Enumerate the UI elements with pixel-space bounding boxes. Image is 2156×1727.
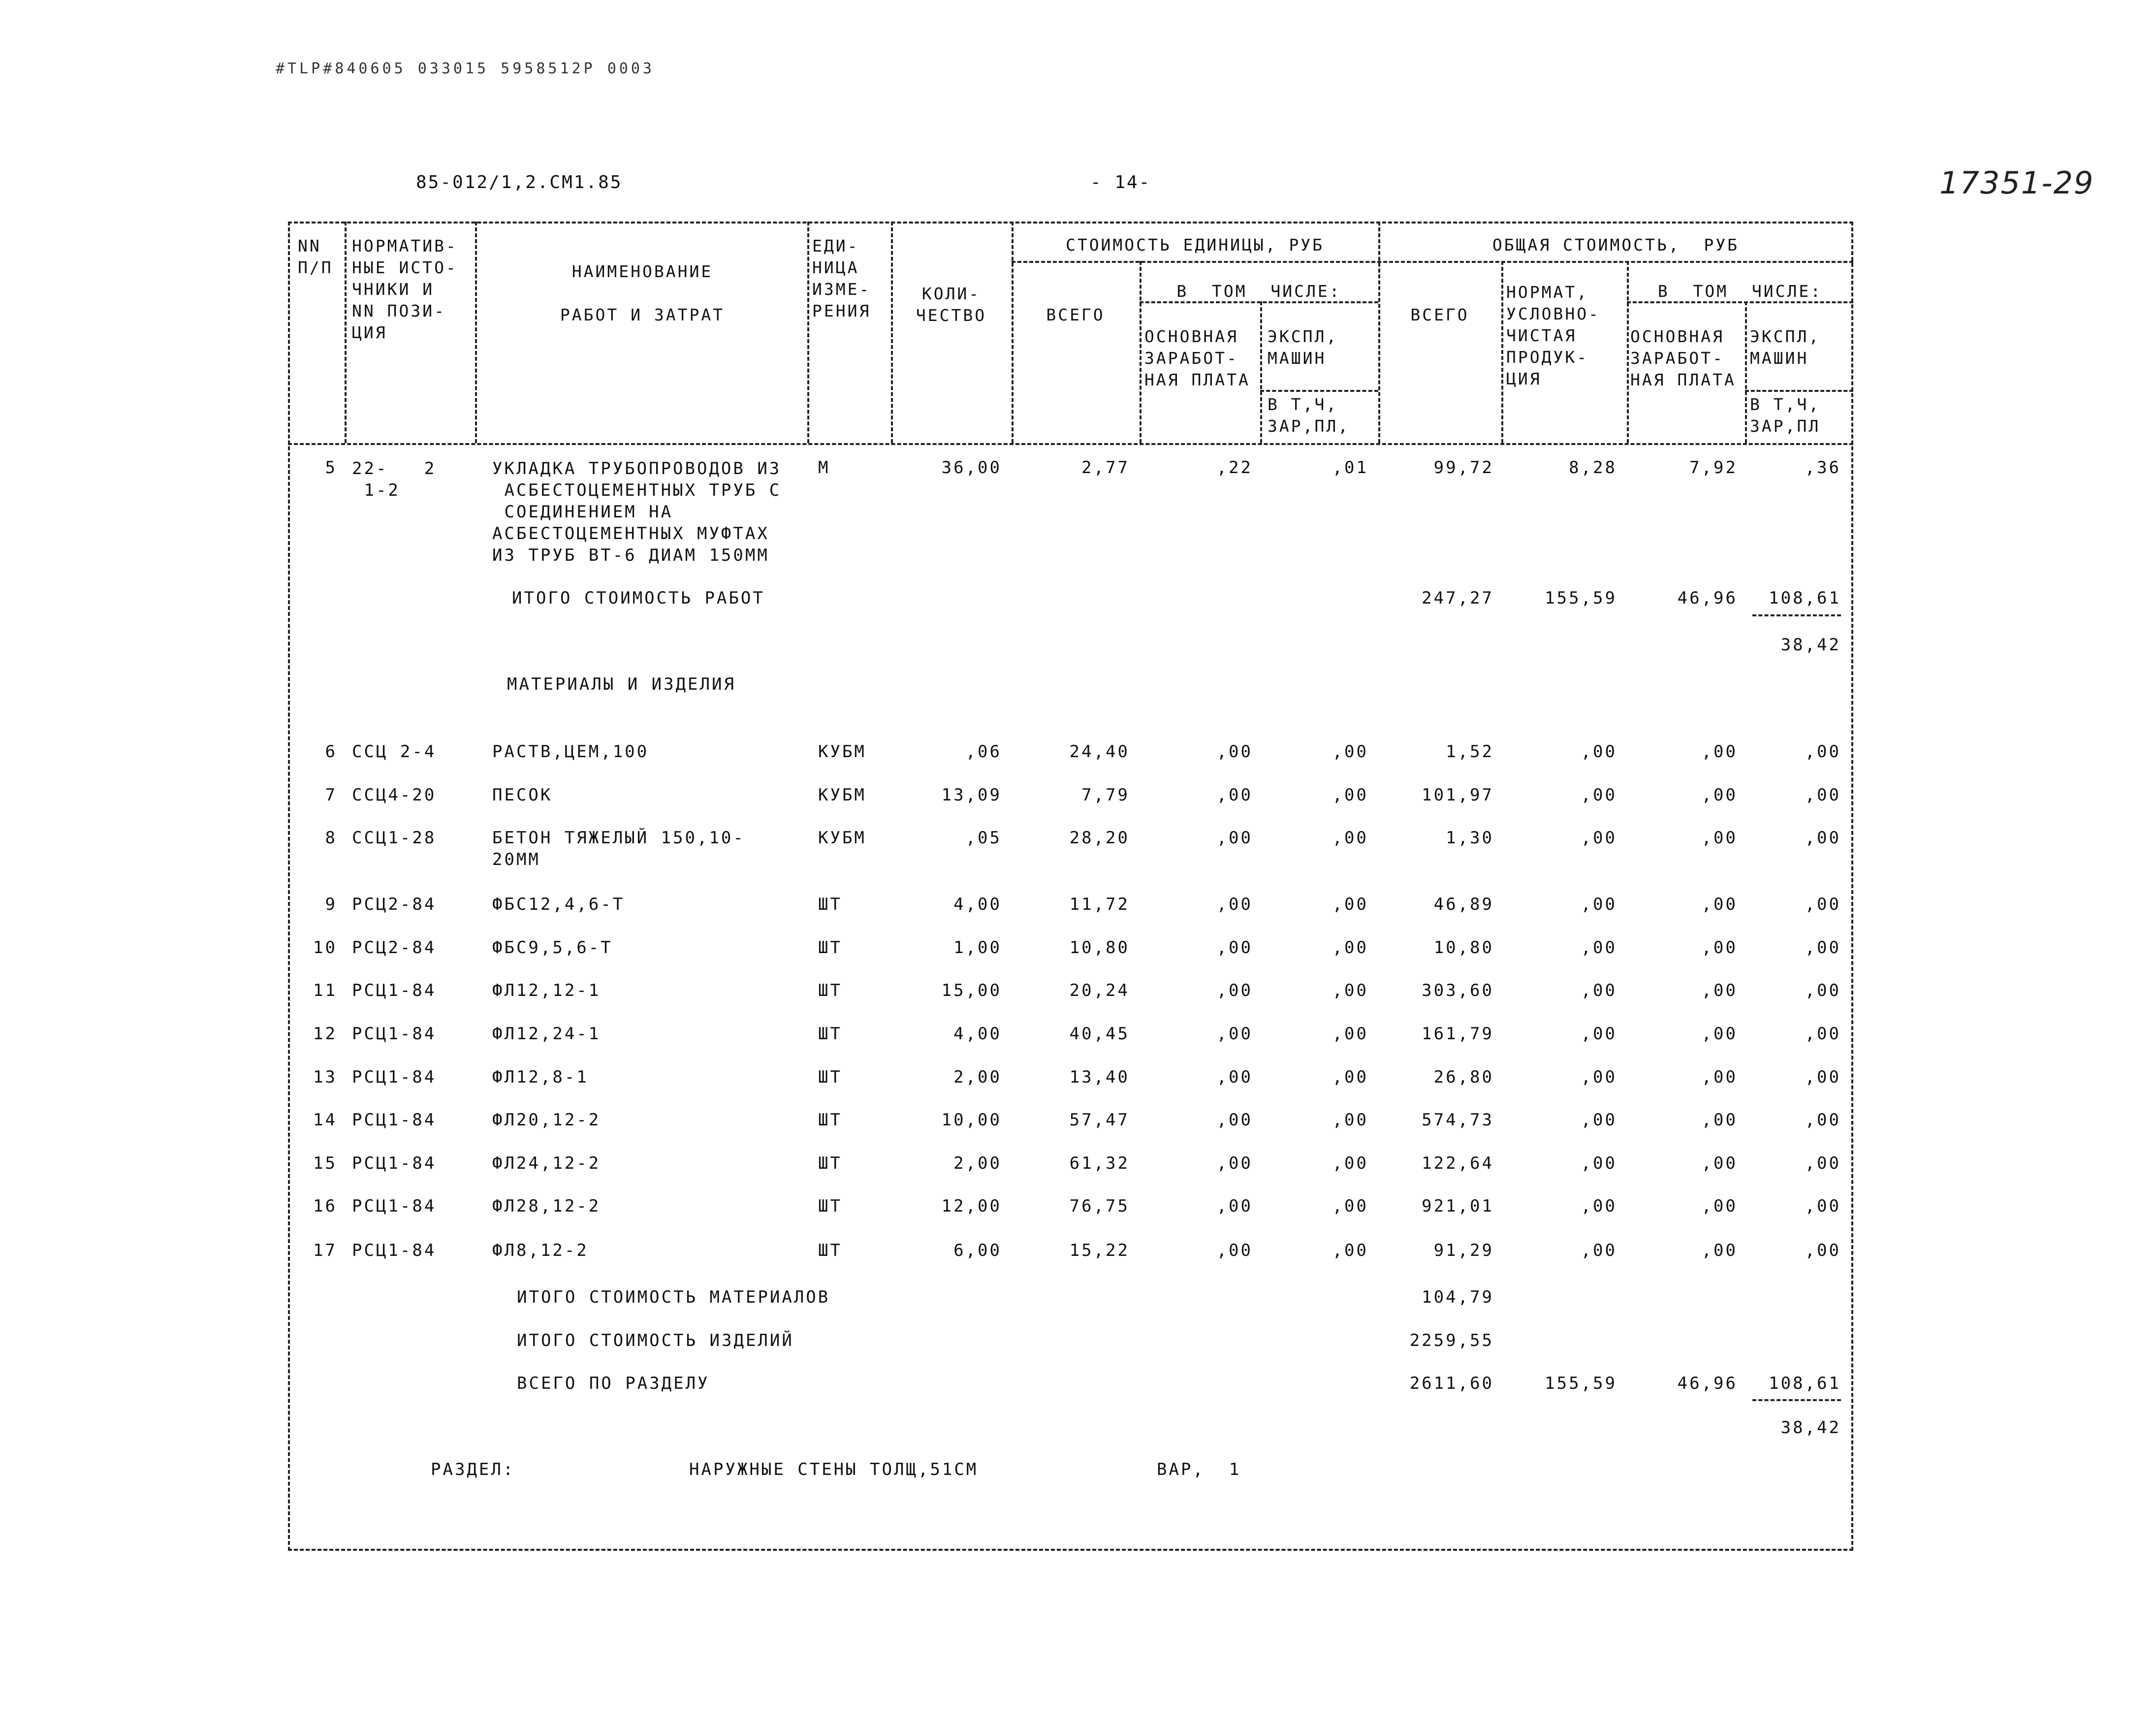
cell-unit-total: 7,79 bbox=[1081, 785, 1130, 805]
cell-name: БЕТОН ТЯЖЕЛЫЙ 150,10- 20ММ bbox=[492, 828, 745, 869]
cell-unit-mach: ,01 bbox=[1332, 458, 1368, 478]
unit-incl-divider bbox=[1140, 301, 1378, 303]
page-number: - 14- bbox=[1090, 172, 1151, 192]
cell-norm: ССЦ1-28 bbox=[352, 828, 437, 848]
cell-unit-total: 11,72 bbox=[1069, 895, 1130, 914]
cell-unit-total: 10,80 bbox=[1069, 938, 1130, 958]
cell-unit: ШТ bbox=[818, 1196, 842, 1216]
group-divider bbox=[1012, 261, 1853, 263]
cell-nn: 17 bbox=[313, 1241, 337, 1260]
handwritten-reference: 17351-29 bbox=[1939, 165, 2094, 201]
col-header-total-norm: НОРМАТ, УСЛОВНО- ЧИСТАЯ ПРОДУК- ЦИЯ bbox=[1506, 283, 1600, 388]
cell-total-wage: 7,92 bbox=[1689, 458, 1738, 478]
cell-total-wage: ,00 bbox=[1701, 1196, 1738, 1216]
cell-unit-mach: ,00 bbox=[1332, 1196, 1368, 1216]
cell-nn: 16 bbox=[313, 1196, 337, 1216]
cell-unit: ШТ bbox=[818, 1241, 842, 1260]
cell-qty: 2,00 bbox=[953, 1153, 1002, 1173]
cell-total-norm: 8,28 bbox=[1569, 458, 1617, 478]
cell-qty: 4,00 bbox=[953, 895, 1002, 914]
cell-unit: ШТ bbox=[818, 1067, 842, 1087]
cell-total-all: 303,60 bbox=[1422, 981, 1494, 1000]
col-header-unit-incl: В ТОМ ЧИСЛЕ: bbox=[1176, 282, 1341, 301]
cell-nn: 5 bbox=[325, 458, 337, 478]
cell-unit: ШТ bbox=[818, 895, 842, 914]
document-code: #TLP#840605 033015 5958512P 0003 bbox=[276, 60, 655, 77]
cell-unit: КУБМ bbox=[818, 785, 866, 805]
cell-nn: 10 bbox=[313, 938, 337, 958]
cell-unit: ШТ bbox=[818, 938, 842, 958]
cell-total-norm: ,00 bbox=[1581, 895, 1617, 914]
cell-nn: 14 bbox=[313, 1110, 337, 1130]
cell-unit-wage: ,00 bbox=[1216, 1241, 1253, 1260]
cell-total-wage: ,00 bbox=[1701, 742, 1738, 762]
cell-total-norm: ,00 bbox=[1581, 981, 1617, 1000]
col-rule bbox=[1501, 261, 1503, 443]
cell-total-wage: ,00 bbox=[1701, 1067, 1738, 1087]
cell-unit-mach: ,00 bbox=[1332, 1110, 1368, 1130]
cell-name: ФЛ12,8-1 bbox=[492, 1067, 589, 1087]
col-header-unit: ЕДИ- НИЦА ИЗМЕ- РЕНИЯ bbox=[812, 236, 871, 320]
col-header-unit-total: ВСЕГО bbox=[1046, 305, 1105, 324]
cell-norm: РСЦ1-84 bbox=[352, 981, 437, 1000]
cell-name: ФЛ24,12-2 bbox=[492, 1153, 601, 1173]
col-header-total-cost: ОБЩАЯ СТОИМОСТЬ, РУБ bbox=[1492, 235, 1740, 255]
cell-unit-wage: ,00 bbox=[1216, 981, 1253, 1000]
total-incl-divider bbox=[1627, 301, 1853, 303]
cell-name: ФБС12,4,6-Т bbox=[492, 895, 625, 914]
cell-qty: 4,00 bbox=[953, 1024, 1002, 1044]
cell-norm: РСЦ2-84 bbox=[352, 938, 437, 958]
cell-nn: 11 bbox=[313, 981, 337, 1000]
subtotal-rule bbox=[1752, 614, 1841, 616]
work-total-mach: 108,61 bbox=[1769, 588, 1841, 608]
cell-unit-wage: ,00 bbox=[1216, 1196, 1253, 1216]
cell-qty: 1,00 bbox=[953, 938, 1002, 958]
cell-nn: 12 bbox=[313, 1024, 337, 1044]
cell-total-mach: ,00 bbox=[1805, 785, 1841, 805]
cell-norm: РСЦ1-84 bbox=[352, 1241, 437, 1260]
cell-unit-mach: ,00 bbox=[1332, 895, 1368, 914]
cell-unit-total: 13,40 bbox=[1069, 1067, 1130, 1087]
cell-unit-mach: ,00 bbox=[1332, 785, 1368, 805]
cell-total-all: 91,29 bbox=[1433, 1241, 1494, 1260]
cell-total-norm: ,00 bbox=[1581, 1024, 1617, 1044]
col-rule bbox=[891, 222, 893, 443]
cell-total-norm: ,00 bbox=[1581, 1153, 1617, 1173]
cell-total-wage: ,00 bbox=[1701, 981, 1738, 1000]
cell-qty: 10,00 bbox=[941, 1110, 1002, 1130]
section-total-norm: 155,59 bbox=[1545, 1374, 1617, 1393]
cell-total-mach: ,00 bbox=[1805, 981, 1841, 1000]
cell-nn: 8 bbox=[325, 828, 337, 848]
cell-unit-mach: ,00 bbox=[1332, 828, 1368, 848]
items-total-value: 2259,55 bbox=[1409, 1331, 1494, 1350]
col-rule bbox=[475, 222, 477, 443]
work-total-norm: 155,59 bbox=[1545, 588, 1617, 608]
cell-total-all: 46,89 bbox=[1433, 895, 1494, 914]
cell-unit-wage: ,00 bbox=[1216, 742, 1253, 762]
cell-qty: 12,00 bbox=[941, 1196, 1002, 1216]
cell-total-mach: ,00 bbox=[1805, 1153, 1841, 1173]
cell-total-norm: ,00 bbox=[1581, 1196, 1617, 1216]
col-rule bbox=[1745, 301, 1747, 443]
cell-total-all: 574,73 bbox=[1422, 1110, 1494, 1130]
cell-qty: 2,00 bbox=[953, 1067, 1002, 1087]
cell-unit-wage: ,00 bbox=[1216, 938, 1253, 958]
cell-total-mach: ,36 bbox=[1805, 458, 1841, 478]
cell-unit-total: 61,32 bbox=[1069, 1153, 1130, 1173]
cell-total-wage: ,00 bbox=[1701, 1241, 1738, 1260]
cell-total-mach: ,00 bbox=[1805, 1241, 1841, 1260]
cell-name: ФЛ8,12-2 bbox=[492, 1241, 589, 1260]
cell-unit-mach: ,00 bbox=[1332, 1153, 1368, 1173]
cell-total-all: 161,79 bbox=[1422, 1024, 1494, 1044]
work-total-mach-sub: 38,42 bbox=[1780, 635, 1841, 655]
cell-norm: РСЦ2-84 bbox=[352, 895, 437, 914]
cell-total-mach: ,00 bbox=[1805, 828, 1841, 848]
cell-total-norm: ,00 bbox=[1581, 742, 1617, 762]
col-header-qty: КОЛИ- ЧЕСТВО bbox=[916, 284, 987, 325]
section-total-mach: 108,61 bbox=[1769, 1374, 1841, 1393]
col-rule bbox=[1378, 222, 1380, 443]
unit-mach-divider bbox=[1260, 390, 1378, 392]
cell-norm: РСЦ1-84 bbox=[352, 1196, 437, 1216]
col-header-unit-mach-sub: В Т,Ч, ЗАР,ПЛ, bbox=[1268, 395, 1350, 436]
total-mach-divider bbox=[1745, 390, 1853, 392]
cell-total-wage: ,00 bbox=[1701, 1153, 1738, 1173]
cell-nn: 9 bbox=[325, 895, 337, 914]
subtotal-rule bbox=[1752, 1399, 1841, 1401]
cell-total-wage: ,00 bbox=[1701, 938, 1738, 958]
cell-unit: ШТ bbox=[818, 1024, 842, 1044]
materials-heading: МАТЕРИАЛЫ И ИЗДЕЛИЯ bbox=[507, 674, 736, 694]
col-header-total-wage: ОСНОВНАЯ ЗАРАБОТ- НАЯ ПЛАТА bbox=[1630, 327, 1736, 389]
work-total-all: 247,27 bbox=[1422, 588, 1494, 608]
cell-total-mach: ,00 bbox=[1805, 1196, 1841, 1216]
cell-unit-wage: ,00 bbox=[1216, 1153, 1253, 1173]
cell-total-all: 26,80 bbox=[1433, 1067, 1494, 1087]
cell-name: РАСТВ,ЦЕМ,100 bbox=[492, 742, 649, 762]
cell-total-norm: ,00 bbox=[1581, 828, 1617, 848]
cell-total-wage: ,00 bbox=[1701, 828, 1738, 848]
cell-unit-wage: ,00 bbox=[1216, 828, 1253, 848]
cell-total-norm: ,00 bbox=[1581, 938, 1617, 958]
cell-unit-total: 15,22 bbox=[1069, 1241, 1130, 1260]
col-header-total-all: ВСЕГО bbox=[1410, 305, 1469, 324]
cell-unit-mach: ,00 bbox=[1332, 1067, 1368, 1087]
cell-nn: 6 bbox=[325, 742, 337, 762]
col-header-total-incl: В ТОМ ЧИСЛЕ: bbox=[1657, 282, 1823, 301]
cell-total-wage: ,00 bbox=[1701, 785, 1738, 805]
cell-unit-mach: ,00 bbox=[1332, 1024, 1368, 1044]
cell-total-norm: ,00 bbox=[1581, 1110, 1617, 1130]
cell-total-all: 1,30 bbox=[1446, 828, 1494, 848]
col-rule bbox=[1260, 301, 1262, 443]
cell-unit-total: 40,45 bbox=[1069, 1024, 1130, 1044]
cell-unit: ШТ bbox=[818, 1153, 842, 1173]
cell-qty: ,06 bbox=[965, 742, 1002, 762]
cell-nn: 7 bbox=[325, 785, 337, 805]
cell-name: ФЛ20,12-2 bbox=[492, 1110, 601, 1130]
col-header-total-mach: ЭКСПЛ, МАШИН bbox=[1750, 327, 1821, 368]
section-variant: ВАР, 1 bbox=[1157, 1460, 1241, 1479]
work-total-wage: 46,96 bbox=[1677, 588, 1738, 608]
cell-unit: КУБМ bbox=[818, 742, 866, 762]
cell-total-mach: ,00 bbox=[1805, 895, 1841, 914]
col-header-norm: НОРМАТИВ- НЫЕ ИСТО- ЧНИКИ И NN ПОЗИ- ЦИЯ bbox=[352, 236, 458, 342]
cell-unit-mach: ,00 bbox=[1332, 938, 1368, 958]
section-name: НАРУЖНЫЕ СТЕНЫ ТОЛЩ,51СМ bbox=[689, 1460, 979, 1479]
materials-total-label: ИТОГО СТОИМОСТЬ МАТЕРИАЛОВ bbox=[517, 1287, 830, 1307]
cell-qty: 36,00 bbox=[941, 458, 1002, 478]
section-total-mach-sub: 38,42 bbox=[1780, 1418, 1841, 1438]
cell-unit-total: 57,47 bbox=[1069, 1110, 1130, 1130]
materials-total-value: 104,79 bbox=[1422, 1287, 1494, 1307]
section-total-label: ВСЕГО ПО РАЗДЕЛУ bbox=[517, 1374, 710, 1393]
col-header-unit-wage: ОСНОВНАЯ ЗАРАБОТ- НАЯ ПЛАТА bbox=[1144, 327, 1250, 389]
cell-unit-mach: ,00 bbox=[1332, 981, 1368, 1000]
cell-unit-wage: ,00 bbox=[1216, 895, 1253, 914]
cell-total-all: 122,64 bbox=[1422, 1153, 1494, 1173]
cell-norm: 22- 2 1-2 bbox=[352, 459, 437, 500]
cell-total-wage: ,00 bbox=[1701, 895, 1738, 914]
estimate-table bbox=[288, 222, 1853, 1551]
cell-norm: РСЦ1-84 bbox=[352, 1024, 437, 1044]
cell-total-wage: ,00 bbox=[1701, 1110, 1738, 1130]
cell-unit-total: 20,24 bbox=[1069, 981, 1130, 1000]
cell-total-all: 99,72 bbox=[1433, 458, 1494, 478]
col-header-total-mach-sub: В Т,Ч, ЗАР,ПЛ bbox=[1750, 395, 1821, 436]
cell-norm: ССЦ4-20 bbox=[352, 785, 437, 805]
header-divider bbox=[288, 443, 1853, 445]
col-rule bbox=[807, 222, 809, 443]
cell-total-wage: ,00 bbox=[1701, 1024, 1738, 1044]
cell-unit-total: 2,77 bbox=[1081, 458, 1130, 478]
section-total-wage: 46,96 bbox=[1677, 1374, 1738, 1393]
cell-nn: 15 bbox=[313, 1153, 337, 1173]
items-total-label: ИТОГО СТОИМОСТЬ ИЗДЕЛИЙ bbox=[517, 1331, 794, 1350]
cell-unit-wage: ,22 bbox=[1216, 458, 1253, 478]
cell-name: УКЛАДКА ТРУБОПРОВОДОВ ИЗ АСБЕСТОЦЕМЕНТНЫХ ТРУБ С СОЕДИНЕНИЕМ НА АСБЕСТОЦЕМЕНТНЫХ МУФТАХ ИЗ ТРУБ ВТ-6 ДИАМ 150ММ bbox=[492, 459, 782, 565]
cell-total-mach: ,00 bbox=[1805, 1024, 1841, 1044]
cell-norm: ССЦ 2-4 bbox=[352, 742, 437, 762]
cell-total-all: 1,52 bbox=[1446, 742, 1494, 762]
col-header-unit-mach: ЭКСПЛ, МАШИН bbox=[1268, 327, 1338, 368]
cell-unit-total: 24,40 bbox=[1069, 742, 1130, 762]
col-rule bbox=[345, 222, 347, 443]
document-number: 85-012/1,2.CM1.85 bbox=[416, 172, 623, 192]
cell-total-mach: ,00 bbox=[1805, 742, 1841, 762]
cell-unit-wage: ,00 bbox=[1216, 785, 1253, 805]
cell-unit: ШТ bbox=[818, 1110, 842, 1130]
cell-qty: 6,00 bbox=[953, 1241, 1002, 1260]
cell-unit: ШТ bbox=[818, 981, 842, 1000]
cell-qty: 15,00 bbox=[941, 981, 1002, 1000]
cell-total-norm: ,00 bbox=[1581, 1241, 1617, 1260]
col-header-nn: NN П/П bbox=[298, 236, 333, 277]
cell-qty: 13,09 bbox=[941, 785, 1002, 805]
cell-norm: РСЦ1-84 bbox=[352, 1153, 437, 1173]
col-rule bbox=[1012, 222, 1014, 443]
cell-unit-total: 76,75 bbox=[1069, 1196, 1130, 1216]
cell-total-mach: ,00 bbox=[1805, 1067, 1841, 1087]
cell-name: ФБС9,5,6-Т bbox=[492, 938, 613, 958]
cell-total-norm: ,00 bbox=[1581, 1067, 1617, 1087]
cell-name: ФЛ12,12-1 bbox=[492, 981, 601, 1000]
cell-unit-wage: ,00 bbox=[1216, 1024, 1253, 1044]
cell-norm: РСЦ1-84 bbox=[352, 1067, 437, 1087]
cell-norm: РСЦ1-84 bbox=[352, 1110, 437, 1130]
cell-nn: 13 bbox=[313, 1067, 337, 1087]
cell-total-all: 921,01 bbox=[1422, 1196, 1494, 1216]
cell-name: ФЛ12,24-1 bbox=[492, 1024, 601, 1044]
cell-total-all: 10,80 bbox=[1433, 938, 1494, 958]
cell-name: ПЕСОК bbox=[492, 785, 553, 805]
cell-name: ФЛ28,12-2 bbox=[492, 1196, 601, 1216]
cell-total-all: 101,97 bbox=[1422, 785, 1494, 805]
cell-total-mach: ,00 bbox=[1805, 1110, 1841, 1130]
cell-unit-wage: ,00 bbox=[1216, 1110, 1253, 1130]
cell-qty: ,05 bbox=[965, 828, 1002, 848]
cell-total-norm: ,00 bbox=[1581, 785, 1617, 805]
section-label: РАЗДЕЛ: bbox=[431, 1460, 515, 1479]
col-header-unit-cost: СТОИМОСТЬ ЕДИНИЦЫ, РУБ bbox=[1065, 235, 1325, 255]
work-total-label: ИТОГО СТОИМОСТЬ РАБОТ bbox=[512, 588, 765, 608]
col-header-name: НАИМЕНОВАНИЕ РАБОТ И ЗАТРАТ bbox=[560, 262, 725, 324]
cell-unit: КУБМ bbox=[818, 828, 866, 848]
cell-unit-mach: ,00 bbox=[1332, 742, 1368, 762]
cell-unit-wage: ,00 bbox=[1216, 1067, 1253, 1087]
cell-total-mach: ,00 bbox=[1805, 938, 1841, 958]
cell-unit-total: 28,20 bbox=[1069, 828, 1130, 848]
section-total-all: 2611,60 bbox=[1409, 1374, 1494, 1393]
cell-unit-mach: ,00 bbox=[1332, 1241, 1368, 1260]
cell-unit: М bbox=[818, 458, 830, 478]
